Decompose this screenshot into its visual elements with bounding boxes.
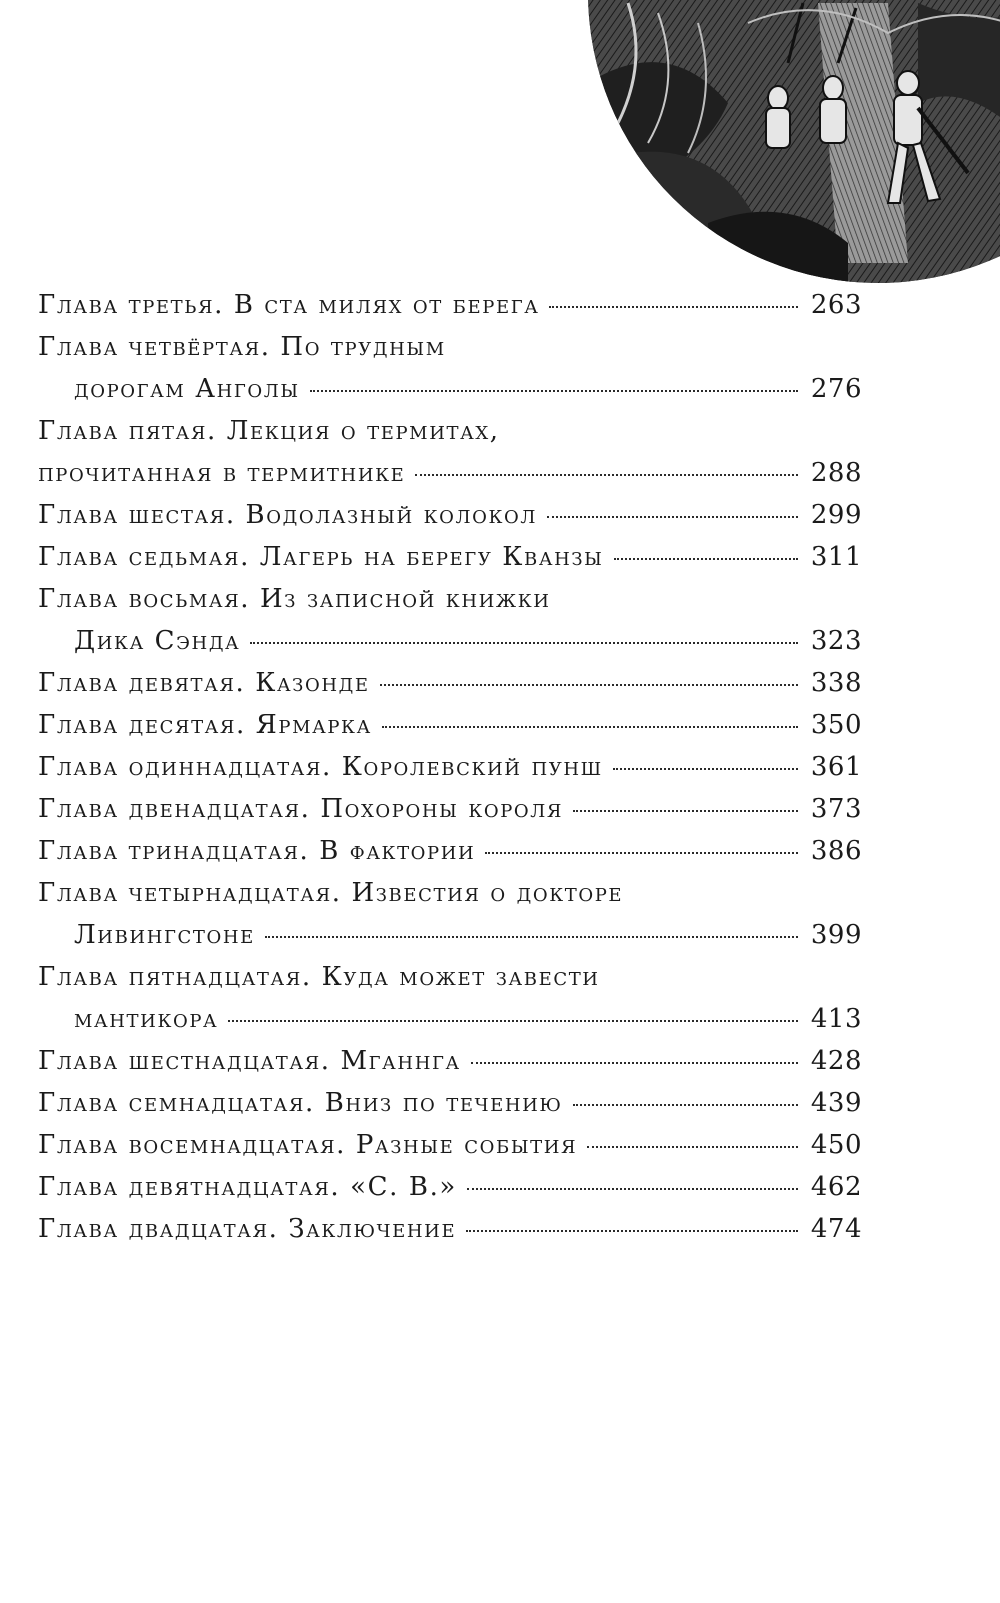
toc-entry-title: мантикора [74, 1004, 219, 1034]
toc-entry-title: Глава десятая. Ярмарка [38, 710, 372, 740]
dot-leader [614, 557, 799, 560]
toc-entry-page-number: 428 [810, 1046, 862, 1076]
toc-entry-page-number: 474 [810, 1214, 862, 1244]
toc-entry-title: Глава седьмая. Лагерь на берегу Кванзы [38, 542, 604, 572]
toc-entry-title: Глава пятая. Лекция о термитах, [38, 416, 500, 446]
toc-entry-page-number: 462 [810, 1172, 862, 1202]
toc-entry-title: Глава восьмая. Из записной книжки [38, 584, 551, 614]
dot-leader [250, 641, 798, 644]
table-of-contents [38, 284, 862, 1250]
toc-entry [38, 998, 862, 1040]
dot-leader [467, 1187, 798, 1190]
toc-entry [38, 326, 862, 368]
dot-leader [265, 935, 798, 938]
toc-entry-title: Глава шестая. Водолазный колокол [38, 500, 538, 530]
toc-entry-page-number: 338 [810, 668, 862, 698]
toc-entry [38, 704, 862, 746]
toc-entry [38, 1124, 862, 1166]
toc-entry-page-number: 450 [810, 1130, 862, 1160]
dot-leader [549, 305, 798, 308]
toc-entry-title: Глава третья. В ста милях от берега [38, 290, 540, 320]
dot-leader [380, 683, 798, 686]
toc-entry-title: дорогам Анголы [74, 374, 300, 404]
dot-leader [382, 725, 798, 728]
toc-entry [38, 620, 862, 662]
toc-entry [38, 452, 862, 494]
dot-leader [415, 473, 798, 476]
toc-entry-title: Глава восемнадцатая. Разные события [38, 1130, 578, 1160]
toc-entry-title: Глава четвёртая. По трудным [38, 332, 446, 362]
toc-entry [38, 746, 862, 788]
toc-entry [38, 578, 862, 620]
toc-entry [38, 956, 862, 998]
toc-entry-title: Глава девятнадцатая. «С. В.» [38, 1172, 457, 1202]
dot-leader [573, 809, 798, 812]
toc-entry-page-number: 361 [810, 752, 862, 782]
toc-entry-title: Глава пятнадцатая. Куда может завести [38, 962, 600, 992]
dot-leader [228, 1019, 798, 1022]
toc-entry-page-number: 386 [810, 836, 862, 866]
toc-entry-title: Глава девятая. Казонде [38, 668, 370, 698]
toc-entry-title: Глава двадцатая. Заключение [38, 1214, 457, 1244]
toc-entry-page-number: 373 [810, 794, 862, 824]
toc-entry [38, 914, 862, 956]
dot-leader [613, 767, 798, 770]
toc-entry [38, 662, 862, 704]
toc-entry [38, 1166, 862, 1208]
toc-entry-page-number: 288 [810, 458, 862, 488]
dot-leader [310, 389, 798, 392]
toc-entry-page-number: 413 [810, 1004, 862, 1034]
dot-leader [587, 1145, 798, 1148]
jungle-scene-engraving [588, 0, 1000, 283]
toc-entry [38, 1082, 862, 1124]
toc-entry-page-number: 299 [810, 500, 862, 530]
toc-entry-page-number: 276 [810, 374, 862, 404]
toc-entry [38, 494, 862, 536]
toc-entry-title: Ливингстоне [74, 920, 255, 950]
dot-leader [471, 1061, 798, 1064]
toc-entry-page-number: 399 [810, 920, 862, 950]
dot-leader [547, 515, 798, 518]
toc-entry-page-number: 311 [810, 542, 862, 572]
toc-entry-page-number: 350 [810, 710, 862, 740]
engraving-illustration [588, 0, 1000, 283]
toc-entry [38, 368, 862, 410]
toc-entry-title: Глава четырнадцатая. Известия о докторе [38, 878, 624, 908]
toc-entry-page-number: 439 [810, 1088, 862, 1118]
dot-leader [573, 1103, 798, 1106]
toc-entry-title: Глава семнадцатая. Вниз по течению [38, 1088, 563, 1118]
toc-entry [38, 1040, 862, 1082]
toc-entry [38, 788, 862, 830]
toc-entry-title: прочитанная в термитнике [38, 458, 406, 488]
toc-entry-title: Глава шестнадцатая. Мганнга [38, 1046, 461, 1076]
toc-entry-page-number: 263 [810, 290, 862, 320]
toc-entry-page-number: 323 [810, 626, 862, 656]
toc-entry-title: Глава одиннадцатая. Королевский пунш [38, 752, 603, 782]
toc-entry [38, 536, 862, 578]
toc-entry [38, 410, 862, 452]
toc-entry [38, 872, 862, 914]
toc-entry [38, 284, 862, 326]
toc-entry-title: Глава двенадцатая. Похороны короля [38, 794, 564, 824]
toc-entry-title: Дика Сэнда [74, 626, 241, 656]
dot-leader [485, 851, 798, 854]
toc-entry [38, 830, 862, 872]
toc-entry-title: Глава тринадцатая. В фактории [38, 836, 476, 866]
toc-entry [38, 1208, 862, 1250]
dot-leader [466, 1229, 798, 1232]
